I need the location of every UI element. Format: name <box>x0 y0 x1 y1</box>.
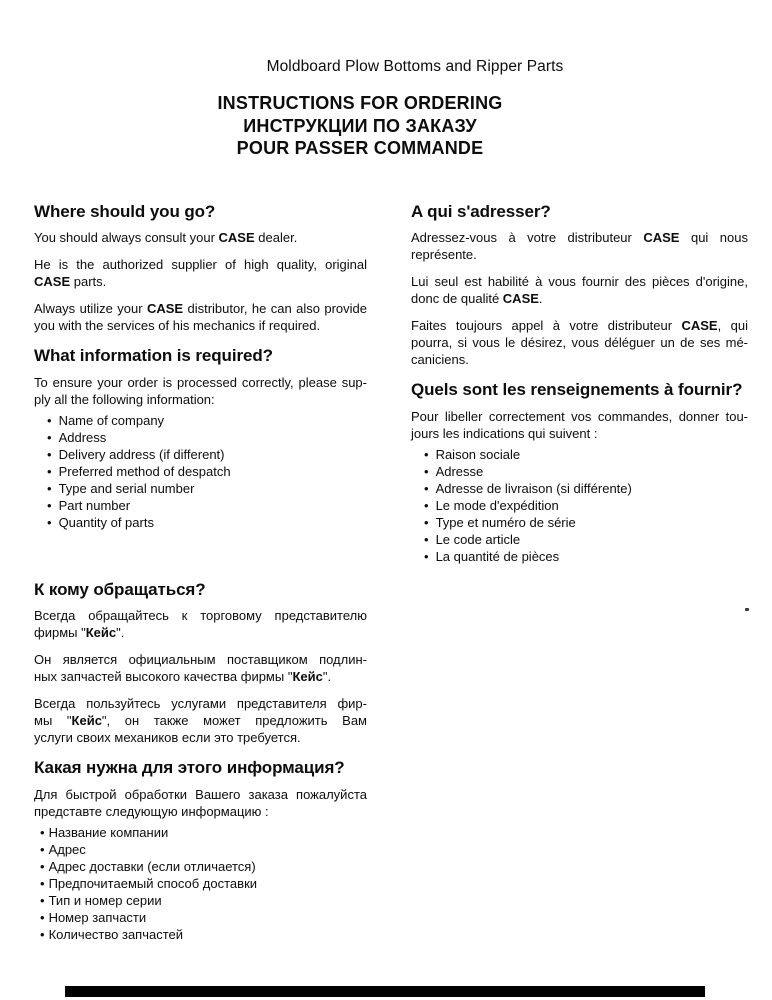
text-line: ных запчастей высокого качества фирмы "Кейс". <box>34 669 332 684</box>
bullet-text: Adresse <box>435 464 484 479</box>
bullet-icon: • <box>47 498 52 513</box>
bullet-list-english <box>34 412 367 531</box>
text-line: Он является официальным поставщиком подлин- <box>34 652 367 667</box>
bullet-icon: • <box>40 842 45 857</box>
bullet-icon: • <box>47 447 52 462</box>
bullet-text: Delivery address (if different) <box>58 447 225 462</box>
text-line: Faites toujours appel à votre distributeur CASE, qui <box>411 318 748 333</box>
text-line: He is the authorized supplier of high quality, original <box>34 257 367 272</box>
bullet-icon: • <box>424 464 429 479</box>
section-russian <box>34 580 367 943</box>
bullet-text: Preferred method of despatch <box>58 464 231 479</box>
bullet-icon: • <box>424 481 429 496</box>
bullet-icon: • <box>47 413 52 428</box>
paragraph <box>411 408 748 442</box>
paragraph <box>34 786 367 820</box>
paragraph <box>411 229 748 263</box>
text-line: Всегда обращайтесь к торговому представителю <box>34 608 367 623</box>
bullet-icon: • <box>47 430 52 445</box>
bullet-item <box>411 531 748 548</box>
bullet-item <box>34 909 367 926</box>
text-line: Для быстрой обработки Вашего заказа пожалуйста <box>34 787 367 802</box>
paragraph <box>34 256 367 290</box>
bullet-list-french <box>411 446 748 565</box>
bullet-text: Quantity of parts <box>58 515 154 530</box>
bullet-text: Адрес доставки (если отличается) <box>48 859 256 874</box>
bullet-item <box>411 514 748 531</box>
bullet-text: Part number <box>58 498 131 513</box>
paragraph <box>34 300 367 334</box>
bullet-icon: • <box>424 515 429 530</box>
text-line: représente. <box>411 247 477 262</box>
bullet-text: Тип и номер серии <box>48 893 162 908</box>
bullet-text: Adresse de livraison (si différente) <box>435 481 632 496</box>
bullet-text: Name of company <box>58 413 165 428</box>
bullet-text: Предпочитаемый способ доставки <box>48 876 258 891</box>
bullet-text: Le mode d'expédition <box>435 498 559 513</box>
bullet-text: Количество запчастей <box>48 927 184 942</box>
text-line: To ensure your order is processed correctly, please sup- <box>34 375 367 390</box>
bullet-text: Le code article <box>435 532 521 547</box>
page-title-line-ru: ИНСТРУКЦИИ ПО ЗАКАЗУ <box>243 115 477 136</box>
paragraph <box>34 229 367 246</box>
bullet-icon: • <box>40 859 45 874</box>
bullet-icon: • <box>40 825 45 840</box>
paragraph <box>34 695 367 746</box>
bullet-icon: • <box>40 927 45 942</box>
bullet-item <box>34 841 367 858</box>
text-line: you with the services of his mechanics if required. <box>34 318 321 333</box>
page-title-line-en: INSTRUCTIONS FOR ORDERING <box>217 93 503 113</box>
section-french <box>411 202 748 565</box>
bullet-icon: • <box>424 447 429 462</box>
heading-k-komu-obrashchatsya: К кому обращаться? <box>34 580 206 599</box>
paragraph <box>34 374 367 408</box>
bullet-item <box>34 429 367 446</box>
text-line: Всегда пользуйтесь услугами представителя фир- <box>34 696 367 711</box>
bullet-item <box>411 446 748 463</box>
text-line: CASE parts. <box>34 274 107 289</box>
text-line: фирмы "Кейс". <box>34 625 125 640</box>
bullet-item <box>34 926 367 943</box>
heading-what-information: What information is required? <box>34 346 273 365</box>
bullet-item <box>34 514 367 531</box>
bullet-item <box>34 824 367 841</box>
page-title-line-fr: POUR PASSER COMMANDE <box>236 138 484 158</box>
bullet-text: Type et numéro de série <box>435 515 576 530</box>
text-line: Always utilize your CASE distributor, he can also provide <box>34 301 367 316</box>
bullet-icon: • <box>47 481 52 496</box>
text-line: представте следующую информацию : <box>34 804 269 819</box>
page-running-title: Moldboard Plow Bottoms and Ripper Parts <box>266 58 564 75</box>
text-line: pourra, si vous le désirez, vous déléguer un de ses mé- <box>411 335 748 350</box>
bullet-item <box>411 480 748 497</box>
bullet-text: Address <box>58 430 107 445</box>
text-line: You should always consult your CASE dealer. <box>34 230 298 245</box>
heading-a-qui-sadresser: A qui s'adresser? <box>411 202 551 221</box>
bullet-icon: • <box>40 893 45 908</box>
bullet-item <box>411 548 748 565</box>
paragraph <box>34 607 367 641</box>
bullet-item <box>34 858 367 875</box>
scan-artifact-bar <box>65 986 705 997</box>
bullet-icon: • <box>424 498 429 513</box>
heading-quels-renseignements: Quels sont les renseignements à fournir? <box>411 380 743 399</box>
bullet-icon: • <box>47 464 52 479</box>
paragraph <box>411 317 748 368</box>
text-line: jours les indications qui suivent : <box>411 426 598 441</box>
text-line: caniciens. <box>411 352 469 367</box>
text-line: Adressez-vous à votre distributeur CASE qui nous <box>411 230 748 245</box>
bullet-icon: • <box>40 876 45 891</box>
paragraph <box>34 651 367 685</box>
bullet-item <box>34 892 367 909</box>
bullet-text: Адрес <box>48 842 86 857</box>
bullet-item <box>34 412 367 429</box>
text-line: ply all the following information: <box>34 392 215 407</box>
text-line: donc de qualité CASE. <box>411 291 543 306</box>
text-line: Lui seul est habilité à vous fournir des pièces d'origine, <box>411 274 748 289</box>
bullet-item <box>34 875 367 892</box>
bullet-item <box>411 463 748 480</box>
bullet-item <box>34 480 367 497</box>
bullet-text: Raison sociale <box>435 447 521 462</box>
bullet-icon: • <box>424 549 429 564</box>
bullet-icon: • <box>424 532 429 547</box>
bullet-item <box>411 497 748 514</box>
page-title <box>0 92 720 160</box>
scan-speck <box>745 608 749 611</box>
section-english <box>34 202 367 531</box>
heading-where-should-you-go: Where should you go? <box>34 202 216 221</box>
text-line: Pour libeller correctement vos commandes, donner tou- <box>411 409 748 424</box>
bullet-icon: • <box>40 910 45 925</box>
bullet-text: Type and serial number <box>58 481 195 496</box>
bullet-item <box>34 446 367 463</box>
bullet-list-russian <box>34 824 367 943</box>
heading-kakaya-informatsiya: Какая нужна для этого информация? <box>34 758 345 777</box>
paragraph <box>411 273 748 307</box>
text-line: услуги своих механиков если это требуется. <box>34 730 301 745</box>
bullet-icon: • <box>47 515 52 530</box>
bullet-text: Номер запчасти <box>48 910 147 925</box>
text-line: мы "Кейс", он также может предложить Вам <box>34 713 367 728</box>
bullet-item <box>34 497 367 514</box>
bullet-text: Название компании <box>48 825 169 840</box>
bullet-text: La quantité de pièces <box>435 549 560 564</box>
bullet-item <box>34 463 367 480</box>
